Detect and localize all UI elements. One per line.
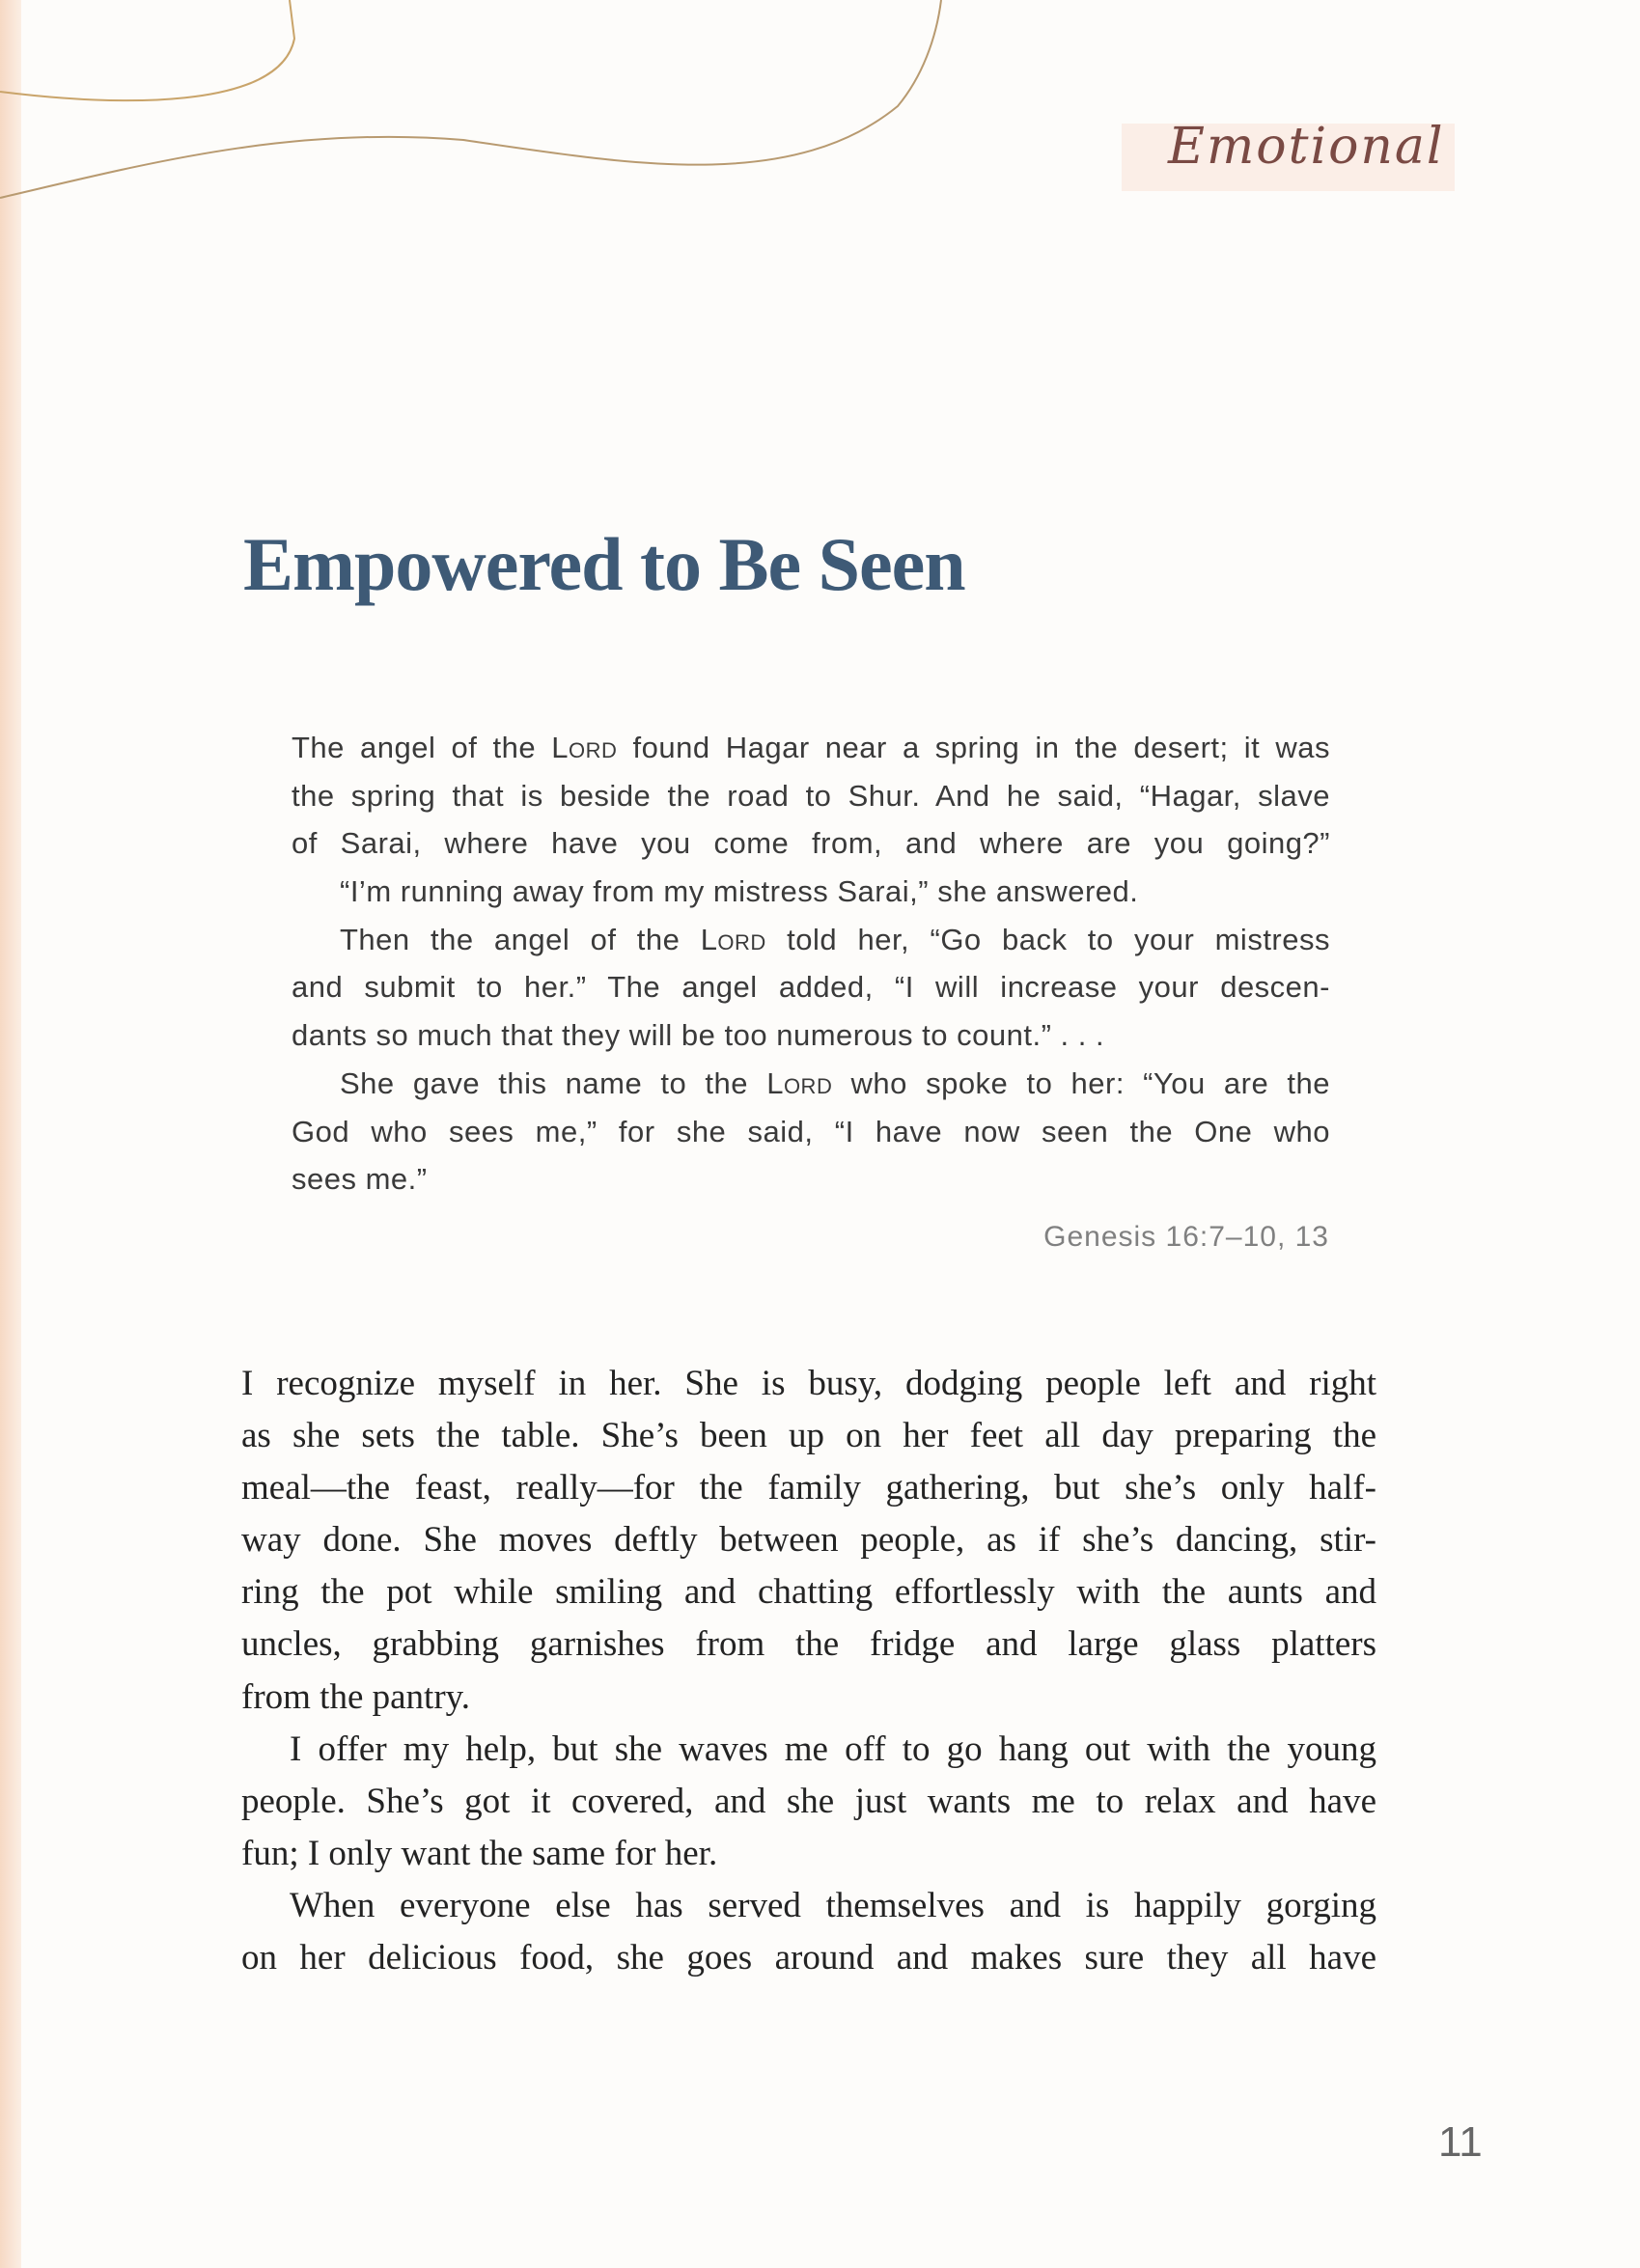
body-line: I recognize myself in her. She is busy, dodging people left and right bbox=[241, 1364, 1376, 1403]
scripture-reference: Genesis 16:7–10, 13 bbox=[1043, 1221, 1329, 1253]
scripture-line: sees me.” bbox=[292, 1162, 428, 1197]
scripture-line: dants so much that they will be too numerous to count.” . . . bbox=[292, 1018, 1105, 1053]
body-line: fun; I only want the same for her. bbox=[241, 1833, 718, 1873]
body-line: people. She’s got it covered, and she just wants me to relax and have bbox=[241, 1781, 1376, 1821]
scripture-line: The angel of the Lord found Hagar near a spring in the desert; it was bbox=[292, 731, 1330, 764]
body-line: ring the pot while smiling and chatting effortlessly with the aunts and bbox=[241, 1572, 1376, 1613]
page-title: Empowered to Be Seen bbox=[243, 522, 965, 606]
body-line: meal—the feast, really—for the family gathering, but she’s only half- bbox=[241, 1468, 1376, 1508]
body-line: When everyone else has served themselves and is happily gorging bbox=[290, 1885, 1376, 1925]
scripture-line: Then the angel of the Lord told her, “Go back to your mistress bbox=[340, 922, 1330, 956]
body-text bbox=[241, 1358, 1376, 1984]
body-line: on her delicious food, she goes around and makes sure they all have bbox=[241, 1938, 1376, 1978]
body-line: from the pantry. bbox=[241, 1676, 470, 1717]
scripture-line: “I’m running away from my mistress Sarai,” she answered. bbox=[340, 874, 1139, 909]
body-line: uncles, grabbing garnishes from the fridge and large glass platters bbox=[241, 1624, 1376, 1665]
scripture-line: the spring that is beside the road to Shur. And he said, “Hagar, slave bbox=[292, 778, 1330, 813]
scripture-line: God who sees me,” for she said, “I have now seen the One who bbox=[292, 1114, 1330, 1148]
body-line: I offer my help, but she waves me off to go hang out with the young bbox=[290, 1729, 1376, 1769]
body-line: as she sets the table. She’s been up on her feet all day preparing the bbox=[241, 1416, 1376, 1456]
page-edge bbox=[0, 0, 21, 2268]
category-tag: Emotional bbox=[1168, 118, 1445, 176]
scripture-line: She gave this name to the Lord who spoke to her: “You are the bbox=[340, 1065, 1331, 1100]
body-line: way done. She moves deftly between people, as if she’s dancing, stir- bbox=[241, 1520, 1376, 1561]
scripture-quote bbox=[292, 724, 1330, 1203]
scripture-line: and submit to her.” The angel added, “I will increase your descen- bbox=[292, 970, 1330, 1005]
page-number: 11 bbox=[1438, 2118, 1483, 2166]
scripture-line: of Sarai, where have you come from, and where are you going?” bbox=[292, 826, 1330, 861]
